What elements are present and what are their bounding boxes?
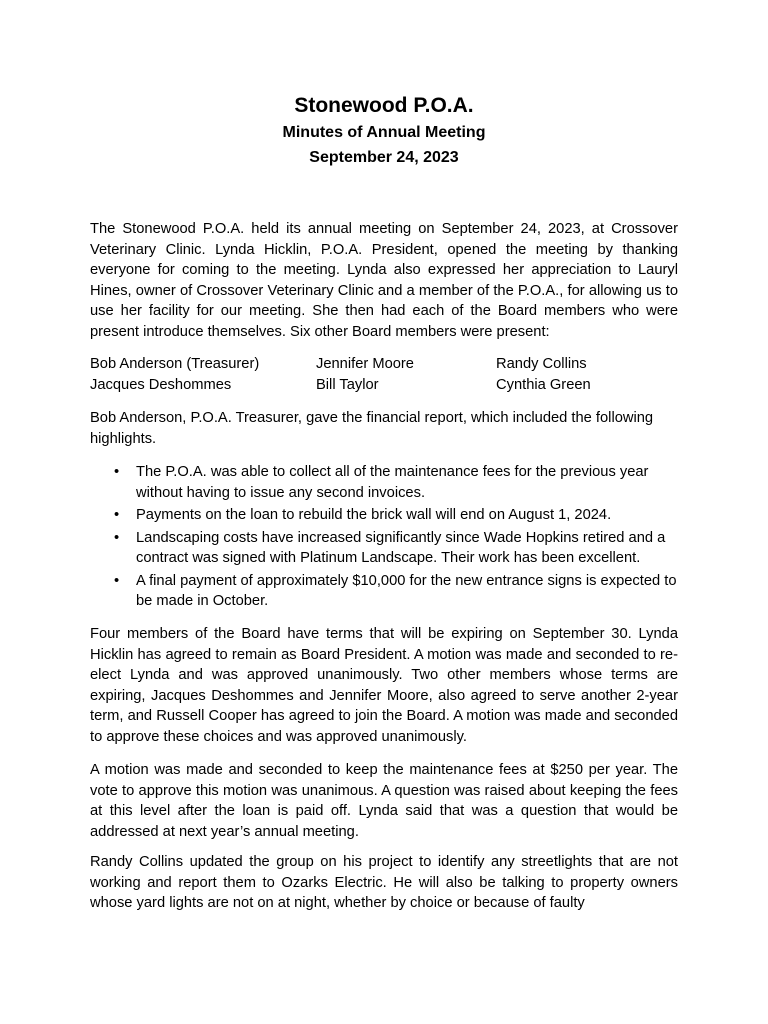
streetlights-section — [90, 852, 678, 914]
document-title: Stonewood P.O.A. — [294, 94, 474, 117]
board-members-row — [90, 375, 678, 396]
board-terms-section — [90, 624, 678, 747]
board-members-list — [90, 354, 678, 395]
board-terms-paragraph: Four members of the Board have terms that will be expiring on September 30. Lynda Hicklin has agreed to remain as Board President. A motion was made and seconded to re-elect Lynda and was approved unanimously. Two other members whose terms are expiring, Jacques Deshommes and Jennifer Moore, also agreed to serve another 2-year term, and Russell Cooper has agreed to join the Board. A motion was made and seconded to approve these choices and was approved unanimously. — [90, 626, 678, 745]
financial-intro-paragraph: Bob Anderson, P.O.A. Treasurer, gave the financial report, which included the following highlights. — [90, 410, 654, 447]
board-member: Jacques Deshommes — [90, 376, 232, 393]
highlight-text: Payments on the loan to rebuild the brick wall will end on August 1, 2024. — [136, 507, 612, 523]
highlight-text: Landscaping costs have increased significantly since Wade Hopkins retired and a contract was signed with Platinum Landscape. Their work has been excellent. — [136, 529, 666, 566]
bullet-icon: • — [114, 507, 120, 523]
document-subtitle: Minutes of Annual Meeting — [282, 124, 486, 141]
bullet-icon: • — [114, 464, 120, 480]
financial-section — [90, 408, 678, 449]
fees-section — [90, 760, 678, 842]
board-members-row — [90, 354, 678, 375]
meeting-date: September 24, 2023 — [309, 149, 459, 166]
bullet-icon: • — [114, 572, 120, 589]
list-item — [90, 528, 678, 569]
list-item — [90, 462, 678, 503]
list-item — [90, 571, 678, 612]
board-member: Randy Collins — [496, 356, 587, 372]
board-member: Cynthia Green — [496, 376, 591, 393]
intro-paragraph: The Stonewood P.O.A. held its annual meeting on September 24, 2023, at Crossover Veterinary Clinic. Lynda Hicklin, P.O.A. President, opened the meeting by thanking everyone for coming to the meeting. Lynda also expressed her appreciation to Lauryl Hines, owner of Crossover Veterinary Clinic and a member of the P.O.A., for allowing us to use her facility for our meeting. She then had each of the Board members who were present introduce themselves. Six other Board members were present: — [90, 221, 678, 340]
financial-highlights-list — [90, 462, 678, 614]
highlight-text: A final payment of approximately $10,000 for the new entrance signs is expected to be made in October. — [136, 572, 677, 609]
bullet-icon: • — [114, 529, 120, 546]
intro-section — [90, 219, 678, 342]
board-member: Bob Anderson (Treasurer) — [90, 356, 260, 372]
board-member: Bill Taylor — [316, 376, 379, 393]
streetlights-paragraph: Randy Collins updated the group on his project to identify any streetlights that are not working and report them to Ozarks Electric. He will also be talking to property owners whose yard lights are not on at night, whether by choice or because of faulty — [90, 854, 678, 911]
board-member: Jennifer Moore — [316, 356, 414, 372]
highlight-text: The P.O.A. was able to collect all of the maintenance fees for the previous year without having to issue any second invoices. — [136, 464, 649, 501]
fees-paragraph: A motion was made and seconded to keep the maintenance fees at $250 per year. The vote to approve this motion was unanimous. A question was raised about keeping the fees at this level after the loan is paid off. Lynda said that was a question that would be addressed at next year’s annual meeting. — [90, 762, 678, 840]
list-item — [90, 505, 678, 526]
